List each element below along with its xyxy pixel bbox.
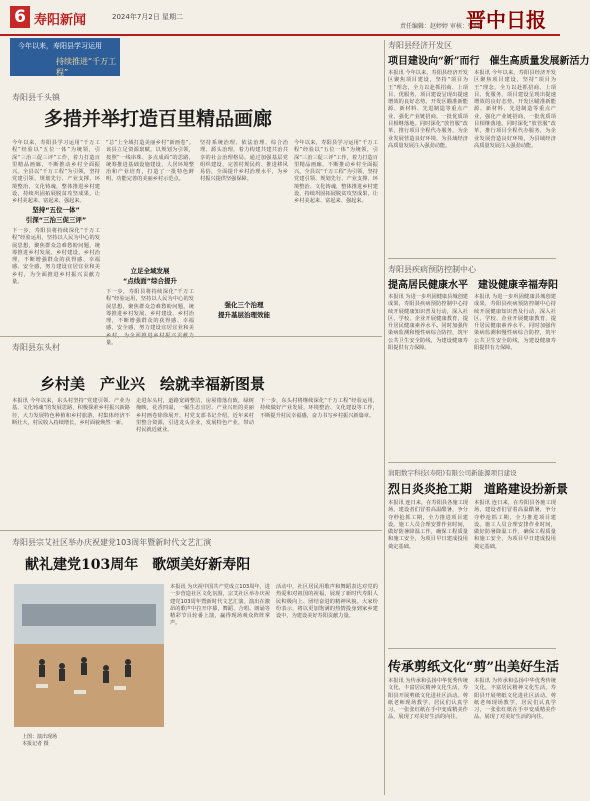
right-s3-headline: 烈日炎炎抢工期 道路建设扮新景 [388, 482, 569, 496]
newspaper-logo: 晋中日报 [466, 8, 546, 32]
right-s3-column-1: 本报讯 连日来，在寿阳县各施工现场，建设者们冒着高温酷暑，争分夺秒抢抓工期，全力推进项目建设。施工人员合理安排作业时间，做好防暑降温工作，确保工程质量和施工安全，为项目早日建成投用奠定基础。 [388, 500, 468, 550]
right-s3-column-2: 本报讯 连日来，在寿阳县各施工现场，建设者们冒着高温酷暑，争分夺秒抢抓工期，全力推进项目建设。施工人员合理安排作业时间，做好防暑降温工作，确保工程质量和施工安全，为项目早日建成投用奠定基础。 [474, 500, 556, 550]
main-subhead-3b: 提升基层治理效能 [218, 311, 270, 319]
right-s4-column-1: 本报讯 为传承和弘扬中华优秀传统文化，丰富居民精神文化生活，寿阳县开展剪纸文化进社区活动。剪纸老师现场教学，居民们认真学习，一张张红纸在手中变成精美作品，展现了对美好生活的向往。 [388, 678, 468, 721]
photo-caption [22, 734, 57, 748]
main-subhead-2b: “点线面”综合提升 [122, 277, 178, 285]
section3-kicker: 寿阳县宗艾社区举办庆祝建党103周年暨新时代文艺汇演 [12, 538, 212, 547]
caption-line-1: 上图：演出现场 [22, 734, 58, 740]
banner-line1: 今年以来，寿阳县学习运用 [18, 42, 102, 50]
section2-column-3: 下一步，东头村将继续深化“千万工程”经验运用，持续做好产业发展、环境整治、文化建设等工作，不断提升村民幸福感，奋力书写乡村振兴新篇章。 [260, 398, 378, 419]
right-s2-kicker: 寿阳县疾病预防控制中心 [388, 265, 476, 274]
divider [388, 462, 556, 463]
section-name: 寿阳新闻 [34, 13, 87, 28]
main-column-4: 今年以来，寿阳县学习运用“千万工程”经验以“五位一体”为统领，引深“三治三促三评”工作，着力打造百里精品画廊，不断推动乡村全面振兴。全县以“千万工程”为引领，坚持党建引领、规划先行、产业支撑、环境整治、文化铸魂，整体推进乡村建设，持续巩固拓展脱贫攻坚成果，让乡村美起来、富起来、强起来。 [294, 140, 378, 205]
main-subhead-1: 坚持“五位一体” [32, 206, 80, 214]
date-line: 2024年7月2日 星期二 [112, 13, 183, 21]
main-headline: 多措并举打造百里精品画廊 [44, 108, 273, 130]
divider [388, 258, 556, 259]
divider [0, 530, 382, 531]
right-s1-kicker: 寿阳县经济开发区 [388, 41, 452, 50]
right-s1-headline: 项目建设向“新”而行 催生高质量发展新活力 [388, 56, 590, 67]
right-s2-column-2: 本报讯 为进一步巩固健康县城创建成果，寿阳县疾病预防控制中心持续开展健康知识普及行动，深入社区、学校、企业开展健康教育，提升居民健康素养水平。同时加强传染病监测和慢性病综合防控，筑牢公共卫生安全防线，为建设健康寿阳提供有力保障。 [474, 294, 556, 352]
page-number: 6 [10, 6, 30, 28]
banner-line2: 持续推进“千万工程” [56, 57, 117, 77]
banner-box [10, 38, 120, 76]
main-subhead-1b: 引深“三治三促三评” [25, 216, 87, 224]
photo-illustration [14, 584, 164, 727]
section3-column-1: 本报讯 为庆祝中国共产党成立103周年，进一步营造社区文化氛围，宗艾社区举办庆祝建党103周年暨新时代文艺汇演。演出在激昂的歌声中拉开序幕，舞蹈、合唱、朗诵等精彩节目轮番上演，赢得现场观众阵阵掌声。 [170, 584, 270, 627]
right-s2-column-1: 本报讯 为进一步巩固健康县城创建成果，寿阳县疾病预防控制中心持续开展健康知识普及行动，深入社区、学校、企业开展健康教育，提升居民健康素养水平。同时加强传染病监测和慢性病综合防控，筑牢公共卫生安全防线，为建设健康寿阳提供有力保障。 [388, 294, 468, 352]
main-column-1: 今年以来，寿阳县学习运用“千万工程”经验以“五位一体”为统领，引深“三治三促三评”工作，着力打造百里精品画廊，不断推动乡村全面振兴。全县以“千万工程”为引领，坚持党建引领、规划先行、产业支撑、环境整治、文化铸魂，整体推进乡村建设，持续巩固拓展脱贫攻坚成果，让乡村美起来、富起来、强起来。 [12, 140, 100, 205]
column-divider [384, 40, 385, 795]
right-s2-headline: 提高居民健康水平 建设健康幸福寿阳 [388, 280, 558, 291]
main-column-3: 坚持系统治理、依法治理、综合治理、源头治理，着力构建共建共治共享的社会治理格局。通过加强基层党组织建设、完善村规民约、推进移风易俗，全面提升乡村治理水平，为乡村振兴提供坚强保障。 [200, 140, 288, 183]
right-s1-column-2: 本报讯 今年以来，寿阳县经济开发区聚焦项目建设，坚持“项目为王”理念，全力以赴抓招商、上项目、优服务，项目建设呈现出提速增效的良好态势。开发区瞄准新能源、新材料、先进制造等重点产业，强化产业链招商，一批优质项目相继落地。同时深化“放管服”改革，推行项目全程代办服务，为企业发展营造良好环境，为县域经济高质量发展注入强劲动能。 [474, 70, 556, 149]
main-subhead-2: 立足全域发展 [130, 267, 170, 275]
main-column-1b: 下一步，寿阳县将持续深化“千万工程”经验运用，坚持以人民为中心的发展思想，聚焦群众急难愁盼问题，统筹推进乡村发展、乡村建设、乡村治理，不断增强群众的获得感、幸福感、安全感，努力建设宜居宜业和美乡村，为全面推进乡村振兴贡献力量。 [12, 228, 100, 286]
right-s4-column-2: 本报讯 为传承和弘扬中华优秀传统文化，丰富居民精神文化生活，寿阳县开展剪纸文化进社区活动。剪纸老师现场教学，居民们认真学习，一张张红纸在手中变成精美作品，展现了对美好生活的向往。 [474, 678, 556, 721]
main-subhead-3: 强化三个治理 [224, 301, 264, 309]
right-s4-headline: 传承剪纸文化“剪”出美好生活 [388, 660, 559, 675]
caption-line-2: 本报记者 摄 [22, 741, 49, 747]
right-s1-column-1: 本报讯 今年以来，寿阳县经济开发区聚焦项目建设，坚持“项目为王”理念，全力以赴抓招商、上项目、优服务，项目建设呈现出提速增效的良好态势。开发区瞄准新能源、新材料、先进制造等重点产业，强化产业链招商，一批优质项目相继落地。同时深化“放管服”改革，推行项目全程代办服务，为企业发展营造良好环境，为县域经济高质量发展注入强劲动能。 [388, 70, 468, 149]
editor-line: 责任编辑：赵婷婷 审核：张晓 [400, 23, 480, 30]
main-kicker: 寿阳县千头镇 [12, 93, 60, 102]
main-column-2b: 下一步，寿阳县将持续深化“千万工程”经验运用，坚持以人民为中心的发展思想，聚焦群众急难愁盼问题，统筹推进乡村发展、乡村建设、乡村治理，不断增强群众的获得感、幸福感、安全感，努力建设宜居宜业和美 量。 [106, 289, 194, 347]
section3-headline: 献礼建党103周年 歌颂美好新寿阳 [25, 557, 251, 573]
section2-column-2: 走进东头村，道路宽阔整洁，房屋错落有致，绿树掩映，花香四溢，一幅生态宜居、产业兴旺的美丽乡村画卷徐徐展开。村党支部书记介绍，近年来村里整合资源，引进龙头企业，发展特色产业，带动村民就近就业。 [136, 398, 254, 434]
page-header [0, 0, 560, 36]
divider [388, 648, 556, 649]
divider [0, 336, 382, 337]
right-s3-kicker: 润阳数字科技(寿阳)有限公司新能源项目建设 [388, 469, 517, 477]
event-photo [14, 584, 164, 727]
section3-column-2: 活动中，社区居民用歌声和舞蹈表达对党的热爱和对祖国的祝福，展现了新时代寿阳人民积极向上、团结奋进的精神风貌。大家纷纷表示，将以更加饱满的热情投身到家乡建设中，为建设美好寿阳贡献力量。 [276, 584, 378, 620]
section2-headline: 乡村美 产业兴 绘就幸福新图景 [40, 375, 266, 393]
section2-kicker: 寿阳县东头村 [12, 343, 60, 352]
section2-column-1: 本报讯 今年以来，东头村坚持“党建引领、产业为基、文化铸魂”的发展思路，积极探索乡村振兴新路径，大力发展特色种植和乡村旅游，村集体经济不断壮大，村民收入持续增长，乡村面貌焕然一新。 [12, 398, 130, 426]
main-column-2: “总”上全域打造美丽乡村“新画卷”。该县立足资源禀赋，以规划为引领，按照“一线串珠、多点成面”的思路，统筹推进基础设施建设、人居环境整治和产业培育，打造了一批特色鲜明、功能完善的美丽乡村示范点。 [106, 140, 194, 183]
